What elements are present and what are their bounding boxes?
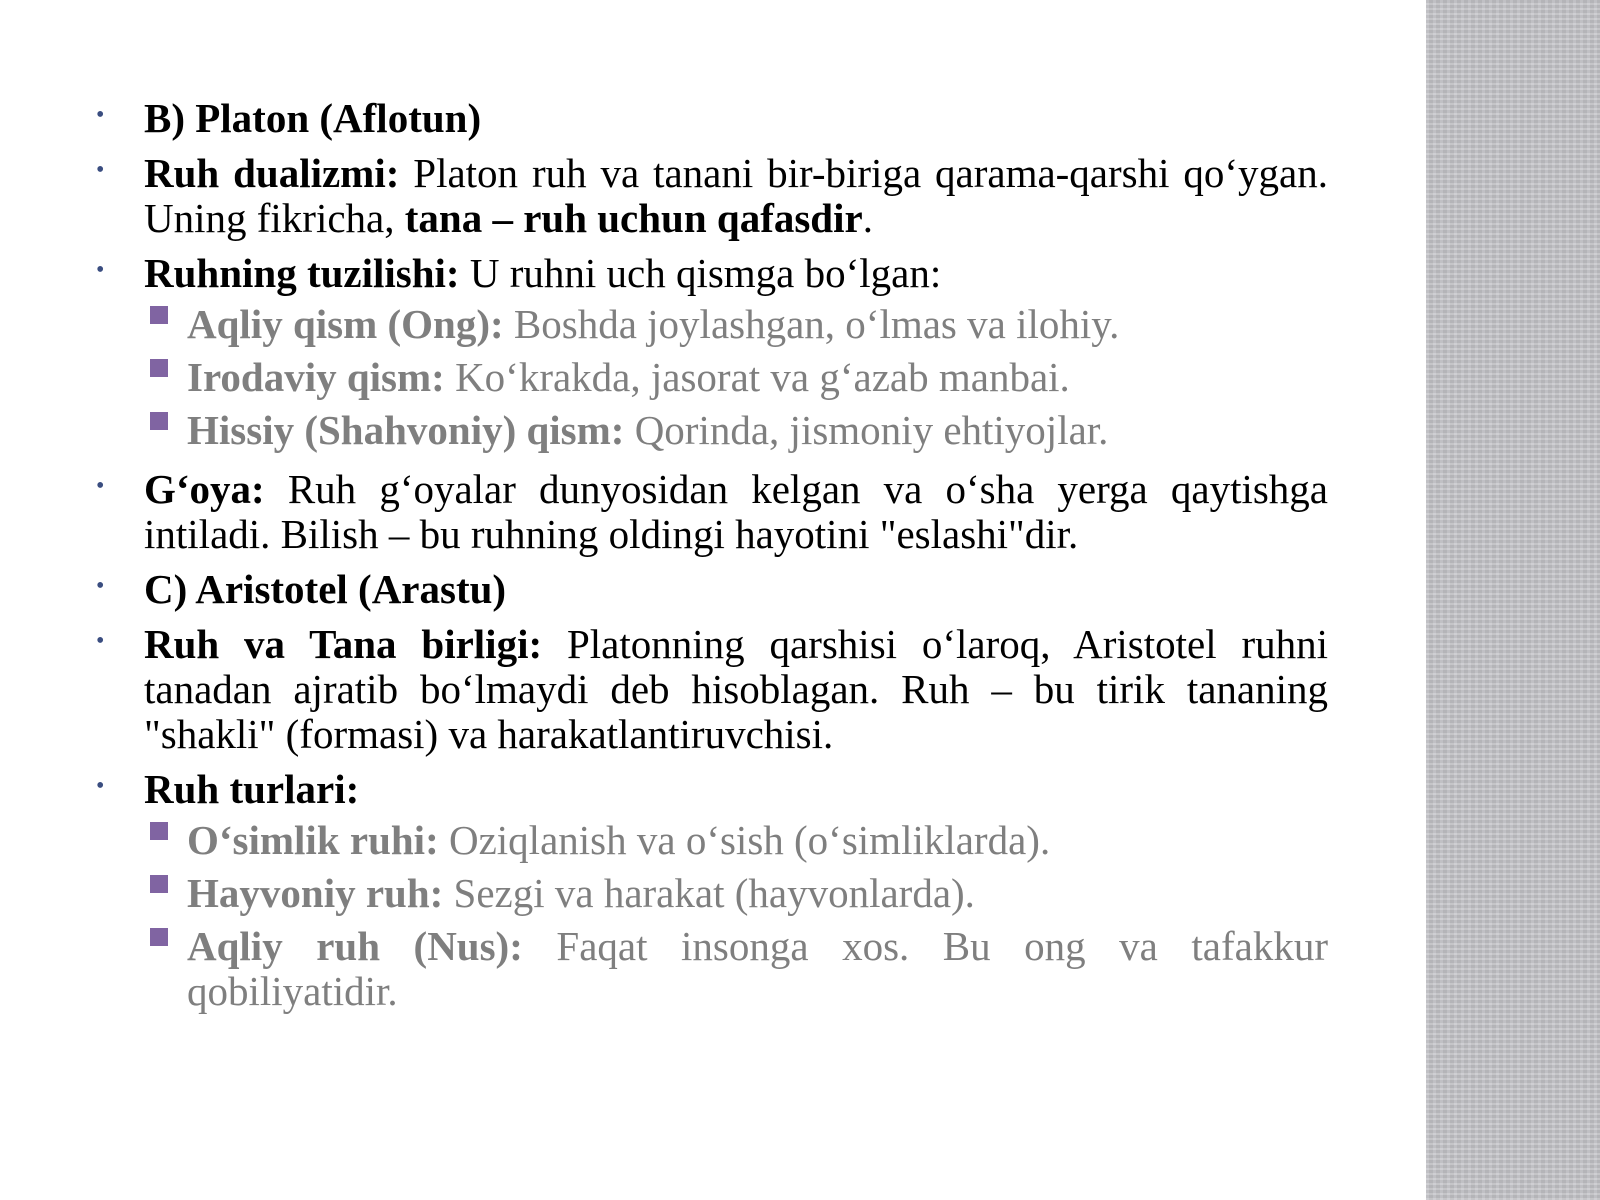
item-bold: Ruhning tuzilishi: — [144, 250, 460, 296]
square-bullet-icon — [150, 306, 168, 324]
item-bold: B) Platon (Aflotun) — [144, 95, 482, 141]
bullet-item-platon-heading — [96, 95, 1328, 141]
item-bold: Irodaviy qism: — [187, 354, 445, 400]
item-bold: Aqliy ruh (Nus): — [187, 923, 523, 969]
item-bold: Ruh turlari: — [144, 766, 360, 812]
sub-item-osimlik-ruhi — [187, 818, 1328, 863]
item-bold: Aqliy qism (Ong): — [187, 301, 504, 347]
sub-item-aqliy-ruh — [187, 924, 1328, 1014]
item-text: Ruh g‘oyalar dunyosidan kelgan va o‘sha yerga qaytishga intiladi. Bilish – bu ruhning oldingi hayotini "eslashi"dir. — [144, 466, 1328, 557]
item-bold: Hissiy (Shahvoniy) qism: — [187, 407, 625, 453]
item-bold: Ruh dualizmi: — [144, 150, 400, 196]
bullet-icon: • — [96, 157, 105, 183]
item-text: Platon ruh va tanani bir-biriga qarama-qarshi qo‘ygan. Uning fikricha, — [144, 150, 1328, 241]
bullet-icon: • — [96, 773, 105, 799]
decorative-side-band — [1426, 0, 1600, 1200]
bullet-item-ruh-dualizmi — [96, 150, 1328, 241]
square-bullet-icon — [150, 412, 168, 430]
bullet-icon: • — [96, 102, 105, 128]
bullet-icon: • — [96, 628, 105, 654]
item-text: Faqat insonga xos. Bu ong va tafakkur qobiliyatidir. — [187, 923, 1328, 1014]
bullet-icon: • — [96, 573, 105, 599]
bullet-item-ruh-va-tana-birligi — [96, 621, 1328, 757]
bullet-icon: • — [96, 473, 105, 499]
square-bullet-icon — [150, 928, 168, 946]
item-bold: G‘oya: — [144, 466, 265, 512]
item-text: U ruhni uch qismga bo‘lgan: — [459, 250, 942, 296]
item-bold: C) Aristotel (Arastu) — [144, 566, 507, 612]
sub-item-hayvoniy-ruh — [187, 871, 1328, 916]
item-text: Platonning qarshisi o‘laroq, Aristotel ruhni tanadan ajratib bo‘lmaydi deb hisoblagan. Ruh – bu tirik tananing "shakli" (formasi) va harakatlantiruvchisi. — [144, 621, 1328, 757]
square-bullet-icon — [150, 822, 168, 840]
sub-item-hissiy-qism — [187, 408, 1328, 453]
item-text: Boshda joylashgan, o‘lmas va ilohiy. — [503, 301, 1120, 347]
bullet-item-aristotel-heading — [96, 566, 1328, 612]
sub-item-aqliy-qism — [187, 302, 1328, 347]
bullet-item-goya — [96, 466, 1328, 557]
square-bullet-icon — [150, 875, 168, 893]
bullet-item-ruhning-tuzilishi — [96, 250, 1328, 296]
bullet-item-ruh-turlari — [96, 766, 1328, 812]
square-bullet-icon — [150, 359, 168, 377]
item-bold: Ruh va Tana birligi: — [144, 621, 543, 667]
item-text: Qorinda, jismoniy ehtiyojlar. — [624, 407, 1109, 453]
sub-item-irodaviy-qism — [187, 355, 1328, 400]
item-bold: Hayvoniy ruh: — [187, 870, 444, 916]
item-text: Sezgi va harakat (hayvonlarda). — [443, 870, 975, 916]
slide-content — [96, 95, 1328, 1022]
item-text: Oziqlanish va o‘sish (o‘simliklarda). — [438, 817, 1051, 863]
item-bold-emphasis: tana – ruh uchun qafasdir — [404, 195, 863, 241]
item-text-end: . — [862, 195, 873, 241]
item-bold: O‘simlik ruhi: — [187, 817, 439, 863]
item-text: Ko‘krakda, jasorat va g‘azab manbai. — [444, 354, 1070, 400]
bullet-icon: • — [96, 257, 105, 283]
